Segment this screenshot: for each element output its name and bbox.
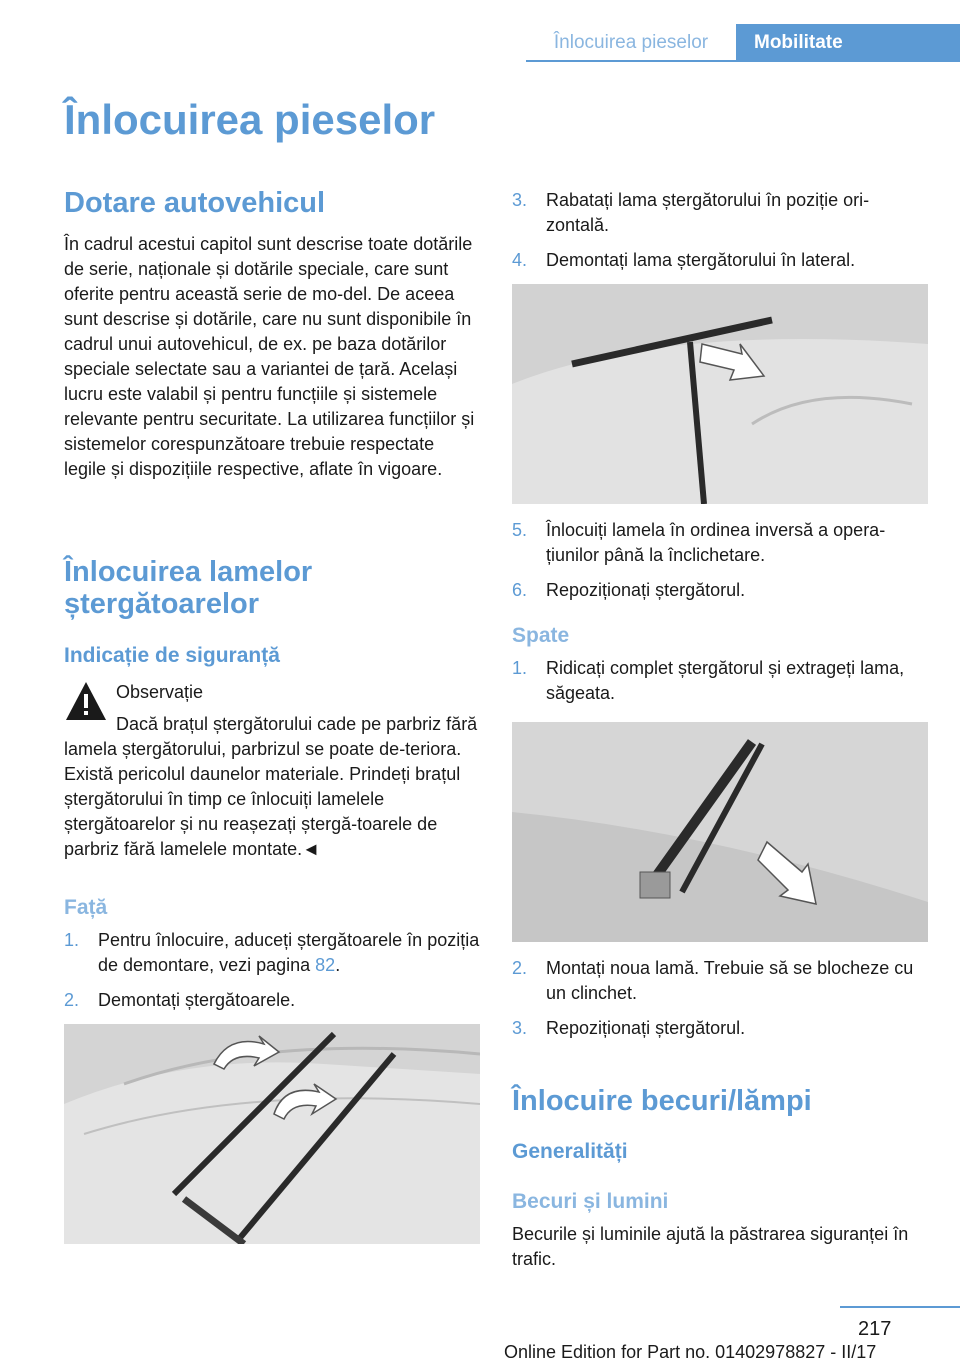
heading-indicatie: Indicație de siguranță bbox=[64, 644, 280, 667]
list-item bbox=[512, 1016, 928, 1041]
warning-title: Observație bbox=[116, 682, 204, 702]
step-text: Înlocuiți lamela în ordinea inversă a opera‐țiunilor până la înclichetare. bbox=[546, 520, 886, 565]
step-text: Pentru înlocuire, aduceți ștergătoarele în poziția de demontare, vezi pagina bbox=[98, 930, 480, 975]
front-wipers-illustration bbox=[64, 1024, 480, 1244]
heading-spate: Spate bbox=[512, 624, 570, 647]
header-chapter-tab: Mobilitate bbox=[736, 24, 960, 62]
heading-fata: Față bbox=[64, 896, 108, 919]
step-text: Rabatați lama ștergătorului în poziție ori‐zontală. bbox=[546, 190, 870, 235]
header-section: Înlocuirea pieselor bbox=[553, 32, 709, 53]
step-text: Demontați lama ștergătorului în lateral. bbox=[546, 250, 856, 270]
list-item bbox=[512, 578, 928, 603]
heading-lamele: Înlocuirea lamelor ștergătoarelor bbox=[64, 556, 313, 620]
step-number: 2. bbox=[64, 990, 80, 1010]
list-item bbox=[512, 248, 928, 273]
step-text: Repoziționați ștergătorul. bbox=[546, 1018, 746, 1038]
step-number: 6. bbox=[512, 580, 528, 600]
step-text: Demontați ștergătoarele. bbox=[98, 990, 296, 1010]
dotare-paragraph: În cadrul acestui capitol sunt descrise toate dotările de serie, naționale și dotările speciale, care sunt oferite pentru această serie de mo‐del. De aceea sunt descrise și dotările, care nu sunt disponibile în cadrul unui autovehicul, de ex. pe baza dotărilor speciale selectate sau a variantei de țară. Același lucru este valabil și pentru funcțiile și sistemele relevante pentru securitate. La utilizarea funcțiilor și sistemelor corespunzătoare trebuie respectate legile și dispozițiile respective, aflate în vigoare. bbox=[64, 234, 475, 479]
heading-dotare: Dotare autovehicul bbox=[64, 187, 326, 219]
warning-block bbox=[64, 680, 480, 705]
step-text-end: . bbox=[335, 955, 341, 975]
step-number: 1. bbox=[512, 658, 528, 678]
list-item bbox=[64, 928, 480, 978]
list-item bbox=[512, 956, 928, 1006]
step-number: 3. bbox=[512, 190, 528, 210]
list-item bbox=[512, 656, 928, 706]
page-link[interactable]: 82 bbox=[315, 955, 336, 975]
step-number: 5. bbox=[512, 520, 528, 540]
heading-generalitati: Generalități bbox=[512, 1140, 628, 1163]
list-item bbox=[64, 988, 480, 1013]
page-title: Înlocuirea pieselor bbox=[64, 96, 436, 143]
rear-wiper-illustration bbox=[512, 722, 928, 942]
warning-text: Dacă brațul ștergătorului cade pe parbriz fără lamela ștergătorului, parbrizul se poate de‐teriora. Există pericolul daunelor materiale. Prindeți brațul ștergătorului în timp ce înlocuiți lamelele ștergătoarelor și nu reașezați ștergă‐toarele de parbriz fără lamelele montate.◄ bbox=[64, 714, 478, 859]
step-text: Ridicați complet ștergătorul și extrageți lama, săgeata. bbox=[546, 658, 905, 703]
wiper-blade-removal-illustration bbox=[512, 284, 928, 504]
header-divider bbox=[526, 60, 960, 62]
step-text: Repoziționați ștergătorul. bbox=[546, 580, 746, 600]
step-number: 2. bbox=[512, 958, 528, 978]
heading-becuri-lumini: Becuri și lumini bbox=[512, 1190, 669, 1213]
step-number: 1. bbox=[64, 930, 80, 950]
footer-edition: Online Edition for Part no. 01402978827 - II/17 bbox=[504, 1342, 877, 1362]
list-item bbox=[512, 518, 928, 568]
page-number: 217 bbox=[858, 1318, 892, 1340]
list-item bbox=[512, 188, 928, 238]
page-number-divider bbox=[840, 1306, 960, 1308]
step-number: 4. bbox=[512, 250, 528, 270]
heading-becuri: Înlocuire becuri/lămpi bbox=[512, 1085, 812, 1117]
step-text: Montați noua lamă. Trebuie să se blocheze cu un clinchet. bbox=[546, 958, 914, 1003]
becuri-paragraph: Becurile și luminile ajută la păstrarea siguranței în trafic. bbox=[512, 1224, 909, 1269]
step-number: 3. bbox=[512, 1018, 528, 1038]
